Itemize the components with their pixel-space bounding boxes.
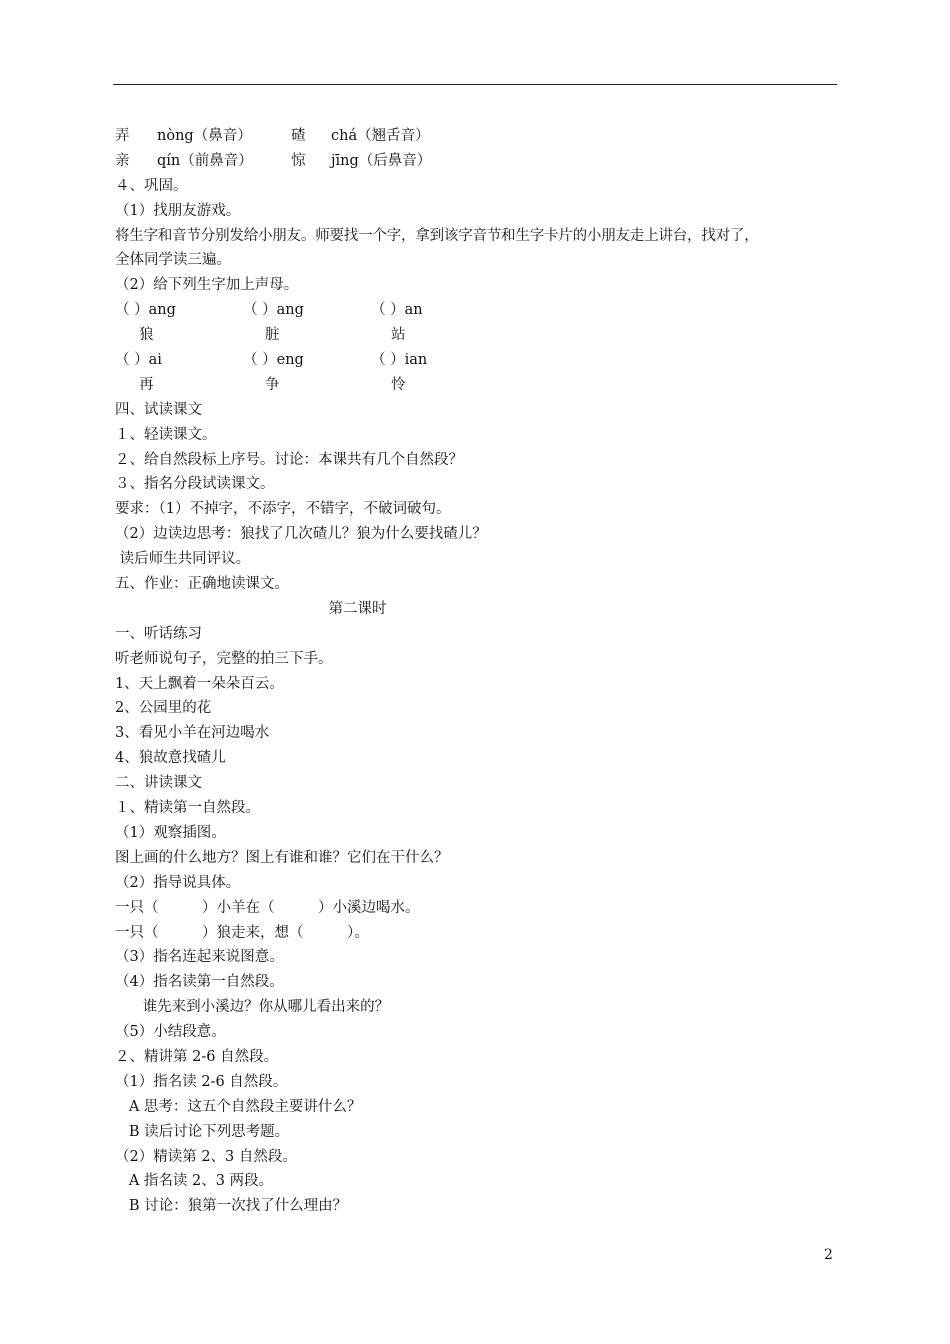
pinyin-char: 碴 [291, 128, 306, 144]
text-line: （2）精读第 2、3 自然段。 [115, 1148, 297, 1165]
text-line: 五、作业：正确地读课文。 [115, 576, 289, 593]
pinyin-value: chá（翘舌音） [331, 128, 430, 144]
pinyin-char: 弄 [115, 128, 130, 144]
text-line: （2）指导说具体。 [115, 874, 241, 891]
text-line: 全体同学读三遍。 [115, 252, 231, 269]
text-line: 要求：（1）不掉字，不添字，不错字，不破词破句。 [115, 501, 451, 518]
char-item: 争 [265, 376, 280, 393]
text-line: 一、听话练习 [115, 625, 202, 642]
text-line: （1）找朋友游戏。 [115, 202, 241, 219]
text-line: 4、狼故意找碴儿 [115, 750, 226, 767]
blank-row-1 [115, 298, 840, 323]
header-rule [113, 84, 837, 85]
text-line: （2）边读边思考：狼找了几次碴儿？狼为什么要找碴儿？ [115, 526, 487, 543]
text-line: 3、看见小羊在河边喝水 [115, 725, 270, 742]
text-line: 听老师说句子，完整的拍三下手。 [115, 650, 333, 667]
blank-row-2 [115, 348, 840, 373]
pinyin-value: jīng（后鼻音） [331, 152, 432, 169]
text-line: ２、精讲第 2-6 自然段。 [115, 1048, 279, 1065]
text-line: ３、指名分段试读课文。 [115, 476, 275, 493]
text-line: 读后师生共同评议。 [115, 551, 251, 568]
document-body [115, 124, 840, 1219]
pinyin-value: nòng（鼻音） [157, 128, 252, 144]
text-line: A 指名读 2、3 两段。 [115, 1173, 274, 1190]
blank-item: （ ）ang [115, 302, 176, 319]
text-line: （4）指名读第一自然段。 [115, 974, 284, 991]
text-line: A 思考：这五个自然段主要讲什么？ [115, 1098, 362, 1115]
pinyin-row-1 [115, 124, 840, 149]
text-line: 将生字和音节分别发给小朋友。师要找一个字，拿到该字音节和生字卡片的小朋友走上讲台，找对了， [115, 227, 759, 244]
text-line: 一只（ ）小羊在（ ）小溪边喝水。 [115, 899, 420, 916]
text-line: （2）给下列生字加上声母。 [115, 277, 299, 294]
section-title: 第二课时 [328, 600, 387, 617]
text-line: 1、天上飘着一朵朵百云。 [115, 675, 284, 692]
char-item: 怜 [391, 376, 406, 393]
text-line: ４、巩固。 [115, 177, 188, 194]
text-line: （1）指名读 2-6 自然段。 [115, 1073, 288, 1090]
text-line: ２、给自然段标上序号。讨论：本课共有几个自然段？ [115, 451, 463, 468]
char-row-1 [115, 323, 840, 348]
char-item: 狼 [139, 327, 154, 344]
text-line: 一只（ ）狼走来，想（ ）。 [115, 924, 369, 941]
text-line: （3）指名连起来说图意。 [115, 949, 284, 966]
text-line: （1）观察插图。 [115, 824, 226, 841]
text-line: 谁先来到小溪边？你从哪儿看出来的？ [115, 999, 390, 1016]
text-line: 四、试读课文 [115, 401, 202, 418]
char-item: 站 [391, 327, 406, 344]
pinyin-value: qín（前鼻音） [157, 152, 253, 169]
blank-item: （ ）an [371, 302, 423, 319]
text-line: B 讨论：狼第一次找了什么理由？ [115, 1198, 348, 1215]
char-row-2 [115, 373, 840, 398]
char-item: 再 [139, 376, 154, 393]
page-number: 2 [824, 1247, 833, 1263]
text-line: 图上画的什么地方？图上有谁和谁？它们在干什么？ [115, 849, 449, 866]
blank-item: （ ）ai [115, 352, 162, 369]
char-item: 脏 [265, 327, 280, 344]
text-line: 2、公园里的花 [115, 700, 212, 717]
text-line: 二、讲读课文 [115, 775, 202, 792]
text-line: １、轻读课文。 [115, 426, 217, 443]
blank-item: （ ）ian [371, 352, 428, 369]
pinyin-char: 惊 [291, 152, 306, 169]
text-line: （5）小结段意。 [115, 1024, 226, 1041]
pinyin-char: 亲 [115, 152, 130, 169]
pinyin-row-2 [115, 149, 840, 174]
blank-item: （ ）ang [243, 302, 304, 319]
blank-item: （ ）eng [243, 352, 304, 369]
text-line: １、精读第一自然段。 [115, 800, 260, 817]
text-line: B 读后讨论下列思考题。 [115, 1123, 290, 1140]
